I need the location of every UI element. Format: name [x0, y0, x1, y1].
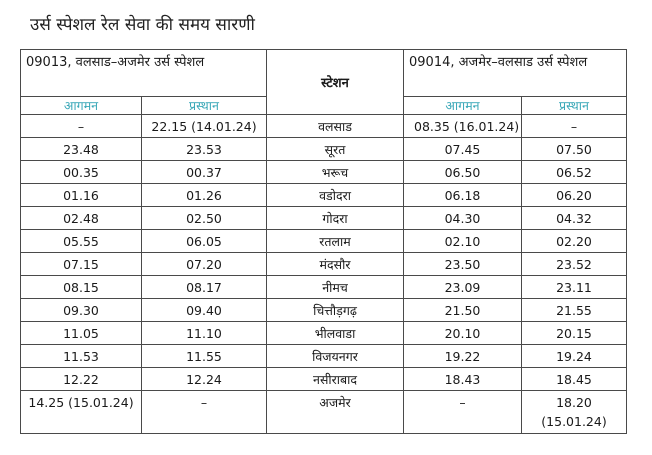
- station-cell: मंदसौर: [267, 253, 404, 276]
- departure-cell: 06.52: [522, 161, 627, 184]
- station-cell: वलसाड: [267, 115, 404, 138]
- arrival-cell: 23.50: [404, 253, 522, 276]
- table-row: [21, 230, 627, 253]
- departure-cell: 07.20: [142, 253, 267, 276]
- arrival-header-09014: आगमन: [404, 97, 522, 115]
- arrival-cell: 14.25 (15.01.24): [21, 391, 142, 434]
- table-row: [21, 184, 627, 207]
- table-row: [21, 115, 627, 138]
- departure-cell: 11.55: [142, 345, 267, 368]
- station-cell: रतलाम: [267, 230, 404, 253]
- arrival-cell: 02.48: [21, 207, 142, 230]
- table-row: [21, 299, 627, 322]
- arrival-cell: 18.43: [404, 368, 522, 391]
- arrival-cell: 01.16: [21, 184, 142, 207]
- arrival-cell: –: [21, 115, 142, 138]
- table-row: [21, 391, 627, 434]
- train-09013-header: 09013, वलसाड–अजमेर उर्स स्पेशल: [21, 50, 267, 97]
- departure-cell: 12.24: [142, 368, 267, 391]
- arrival-cell: –: [404, 391, 522, 434]
- arrival-cell: 07.45: [404, 138, 522, 161]
- arrival-cell: 09.30: [21, 299, 142, 322]
- arrival-header-09013: आगमन: [21, 97, 142, 115]
- station-cell: भीलवाडा: [267, 322, 404, 345]
- departure-cell: 04.32: [522, 207, 627, 230]
- station-cell: अजमेर: [267, 391, 404, 434]
- arrival-cell: 06.50: [404, 161, 522, 184]
- arrival-cell: 23.48: [21, 138, 142, 161]
- arrival-cell: 12.22: [21, 368, 142, 391]
- station-cell: नसीराबाद: [267, 368, 404, 391]
- table-row: [21, 138, 627, 161]
- station-column-header: स्टेशन: [267, 50, 404, 115]
- station-cell: गोदरा: [267, 207, 404, 230]
- departure-cell: 21.55: [522, 299, 627, 322]
- station-cell: विजयनगर: [267, 345, 404, 368]
- departure-cell: 02.50: [142, 207, 267, 230]
- departure-cell: 01.26: [142, 184, 267, 207]
- departure-cell: 08.17: [142, 276, 267, 299]
- departure-cell: 20.15: [522, 322, 627, 345]
- departure-cell: –: [142, 391, 267, 434]
- station-cell: नीमच: [267, 276, 404, 299]
- table-row: [21, 207, 627, 230]
- timetable: [20, 49, 627, 434]
- arrival-cell: 08.35 (16.01.24): [404, 115, 522, 138]
- table-row: [21, 276, 627, 299]
- station-cell: वडोदरा: [267, 184, 404, 207]
- table-row: [21, 253, 627, 276]
- arrival-cell: 20.10: [404, 322, 522, 345]
- table-row: [21, 345, 627, 368]
- table-row: [21, 322, 627, 345]
- departure-cell: 00.37: [142, 161, 267, 184]
- departure-header-09014: प्रस्थान: [522, 97, 627, 115]
- departure-cell: 23.53: [142, 138, 267, 161]
- departure-cell: 09.40: [142, 299, 267, 322]
- departure-cell: 18.45: [522, 368, 627, 391]
- departure-cell: 02.20: [522, 230, 627, 253]
- departure-cell: 06.05: [142, 230, 267, 253]
- arrival-cell: 19.22: [404, 345, 522, 368]
- arrival-cell: 07.15: [21, 253, 142, 276]
- arrival-cell: 02.10: [404, 230, 522, 253]
- departure-cell: 22.15 (14.01.24): [142, 115, 267, 138]
- arrival-cell: 06.18: [404, 184, 522, 207]
- arrival-cell: 08.15: [21, 276, 142, 299]
- departure-cell: 18.20 (15.01.24): [522, 391, 627, 434]
- departure-cell: 19.24: [522, 345, 627, 368]
- arrival-cell: 04.30: [404, 207, 522, 230]
- station-cell: चित्तौड़गढ़: [267, 299, 404, 322]
- arrival-cell: 21.50: [404, 299, 522, 322]
- train-09014-header: 09014, अजमेर–वलसाड उर्स स्पेशल: [404, 50, 627, 97]
- departure-cell: 23.11: [522, 276, 627, 299]
- arrival-cell: 23.09: [404, 276, 522, 299]
- departure-header-09013: प्रस्थान: [142, 97, 267, 115]
- arrival-cell: 11.53: [21, 345, 142, 368]
- table-row: [21, 161, 627, 184]
- departure-cell: 07.50: [522, 138, 627, 161]
- departure-cell: 11.10: [142, 322, 267, 345]
- departure-cell: 23.52: [522, 253, 627, 276]
- arrival-cell: 05.55: [21, 230, 142, 253]
- station-cell: भरूच: [267, 161, 404, 184]
- arrival-cell: 00.35: [21, 161, 142, 184]
- departure-cell: –: [522, 115, 627, 138]
- page-title: उर्स स्पेशल रेल सेवा की समय सारणी: [30, 15, 255, 35]
- departure-cell: 06.20: [522, 184, 627, 207]
- table-row: [21, 368, 627, 391]
- arrival-cell: 11.05: [21, 322, 142, 345]
- station-cell: सूरत: [267, 138, 404, 161]
